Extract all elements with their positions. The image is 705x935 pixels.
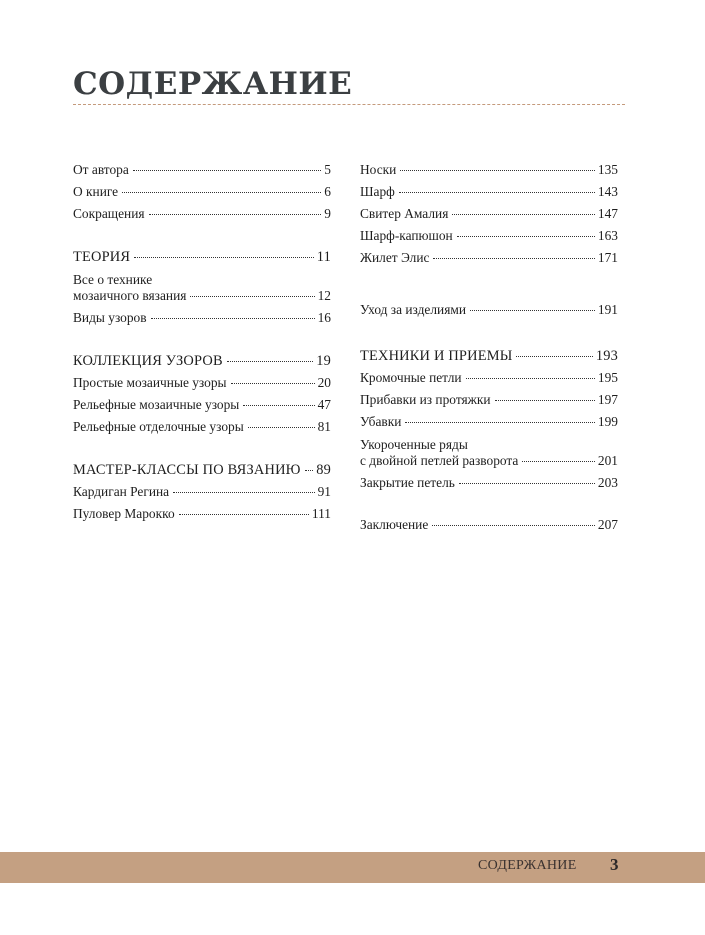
- toc-entry-title: О книге: [73, 184, 119, 199]
- dot-leader: [466, 378, 595, 379]
- toc-entry-page: 201: [597, 453, 618, 468]
- toc-entry-title: Заключение: [360, 517, 429, 532]
- dot-leader: [405, 422, 595, 423]
- toc-entry-page: 199: [597, 414, 618, 429]
- page-title: СОДЕРЖАНИЕ: [73, 66, 353, 102]
- toc-entry-page: 195: [597, 370, 618, 385]
- toc-entry[interactable]: [360, 475, 618, 497]
- toc-entry-page: 203: [597, 475, 618, 490]
- toc-entry[interactable]: [73, 184, 331, 206]
- dot-leader: [305, 470, 314, 471]
- dot-leader: [400, 170, 595, 171]
- toc-entry[interactable]: [73, 162, 331, 184]
- toc-entry[interactable]: [360, 250, 618, 272]
- toc-entry-page: 143: [597, 184, 618, 199]
- toc-entry[interactable]: [73, 397, 331, 419]
- toc-entry-title: Рельефные отделочные узоры: [73, 419, 244, 434]
- footer-band: [0, 852, 705, 883]
- toc-entry-title: Шарф-капюшон: [360, 228, 453, 243]
- toc-entry-page: 91: [317, 484, 331, 499]
- toc-entry-title: Жилет Элис: [360, 250, 430, 265]
- toc-entry[interactable]: [73, 506, 331, 528]
- dot-leader: [470, 310, 595, 311]
- dot-leader: [231, 383, 315, 384]
- toc-section-collection[interactable]: [73, 353, 331, 375]
- toc-entry[interactable]: [360, 184, 618, 206]
- toc-entry-title: Прибавки из протяжки: [360, 392, 491, 407]
- toc-entry-page: 12: [317, 288, 331, 303]
- toc-entry[interactable]: [360, 302, 618, 324]
- toc-entry-page: 135: [597, 162, 618, 177]
- dot-leader: [522, 461, 595, 462]
- toc-entry[interactable]: [73, 419, 331, 441]
- toc-entry[interactable]: [360, 370, 618, 392]
- toc-entry-page: 47: [317, 397, 331, 412]
- toc-entry-page: 19: [316, 353, 331, 369]
- toc-section-master-classes[interactable]: [73, 462, 331, 484]
- toc-entry-title: Шарф: [360, 184, 395, 199]
- toc-entry-title: Убавки: [360, 414, 402, 429]
- toc-entry[interactable]: [360, 162, 618, 184]
- toc-entry[interactable]: [73, 484, 331, 506]
- toc-entry[interactable]: [73, 310, 331, 332]
- toc-entry-page: 147: [597, 206, 618, 221]
- toc-entry-page: 16: [317, 310, 331, 325]
- toc-section-title: ТЕОРИЯ: [73, 249, 131, 265]
- dot-leader: [495, 400, 595, 401]
- toc-entry[interactable]: [360, 392, 618, 414]
- dot-leader: [399, 192, 595, 193]
- toc-entry-title: Уход за изделиями: [360, 302, 466, 317]
- toc-section-theory[interactable]: [73, 249, 331, 271]
- dot-leader: [243, 405, 314, 406]
- toc-entry-title: От автора: [73, 162, 129, 177]
- toc-entry[interactable]: [73, 206, 331, 228]
- toc-entry-page: 6: [324, 184, 331, 199]
- toc-entry-page: 5: [324, 162, 331, 177]
- dot-leader: [122, 192, 321, 193]
- toc-entry-page: 193: [595, 348, 618, 364]
- toc-entry-page: 11: [316, 249, 331, 265]
- toc-left-column: [73, 162, 331, 528]
- toc-entry[interactable]: [360, 206, 618, 228]
- toc-entry[interactable]: [360, 414, 618, 436]
- toc-entry[interactable]: [360, 436, 618, 475]
- toc-entry-title: Закрытие петель: [360, 475, 455, 490]
- toc-section-title: ТЕХНИКИ И ПРИЕМЫ: [360, 348, 513, 364]
- footer-page-number: 3: [610, 855, 619, 874]
- dot-leader: [457, 236, 595, 237]
- toc-entry-page: 191: [597, 302, 618, 317]
- toc-entry-page: 163: [597, 228, 618, 243]
- dot-leader: [432, 525, 595, 526]
- dot-leader: [227, 361, 313, 362]
- toc-entry-page: 9: [324, 206, 331, 221]
- toc-entry-title-line1: Все о технике: [73, 272, 153, 287]
- toc-entry[interactable]: [73, 271, 331, 310]
- title-divider: [73, 104, 625, 105]
- dot-leader: [516, 356, 592, 357]
- toc-entry-page: 89: [316, 462, 331, 478]
- toc-entry[interactable]: [73, 375, 331, 397]
- toc-entry-title: Простые мозаичные узоры: [73, 375, 227, 390]
- toc-entry-page: 20: [317, 375, 331, 390]
- dot-leader: [433, 258, 594, 259]
- toc-entry-title: Виды узоров: [73, 310, 147, 325]
- toc-entry[interactable]: [360, 228, 618, 250]
- toc-entry-page: 81: [317, 419, 331, 434]
- toc-entry-page: 197: [597, 392, 618, 407]
- dot-leader: [179, 514, 309, 515]
- toc-section-title: КОЛЛЕКЦИЯ УЗОРОВ: [73, 353, 223, 369]
- toc-right-column: [360, 162, 618, 539]
- toc-entry-page: 111: [311, 506, 331, 521]
- dot-leader: [134, 257, 314, 258]
- dot-leader: [149, 214, 322, 215]
- dot-leader: [452, 214, 595, 215]
- toc-entry-title: Носки: [360, 162, 397, 177]
- dot-leader: [190, 296, 314, 297]
- footer-section-label: СОДЕРЖАНИЕ: [478, 858, 577, 873]
- dot-leader: [248, 427, 315, 428]
- dot-leader: [133, 170, 321, 171]
- dot-leader: [459, 483, 595, 484]
- toc-entry-title: Свитер Амалия: [360, 206, 449, 221]
- toc-entry-title: Сокращения: [73, 206, 145, 221]
- dot-leader: [151, 318, 315, 319]
- toc-entry-page: 207: [597, 517, 618, 532]
- toc-entry[interactable]: [360, 517, 618, 539]
- toc-section-techniques[interactable]: [360, 348, 618, 370]
- toc-entry-page: 171: [597, 250, 618, 265]
- toc-section-title: МАСТЕР-КЛАССЫ ПО ВЯЗАНИЮ: [73, 462, 301, 478]
- toc-entry-title: Кромочные петли: [360, 370, 462, 385]
- toc-entry-title: Рельефные мозаичные узоры: [73, 397, 240, 412]
- toc-entry-title-line2: мозаичного вязания: [73, 288, 187, 303]
- toc-entry-title: Кардиган Регина: [73, 484, 170, 499]
- toc-entry-title-line1: Укороченные ряды: [360, 437, 468, 452]
- dot-leader: [173, 492, 314, 493]
- toc-entry-title: Пуловер Марокко: [73, 506, 175, 521]
- toc-entry-title-line2: с двойной петлей разворота: [360, 453, 519, 468]
